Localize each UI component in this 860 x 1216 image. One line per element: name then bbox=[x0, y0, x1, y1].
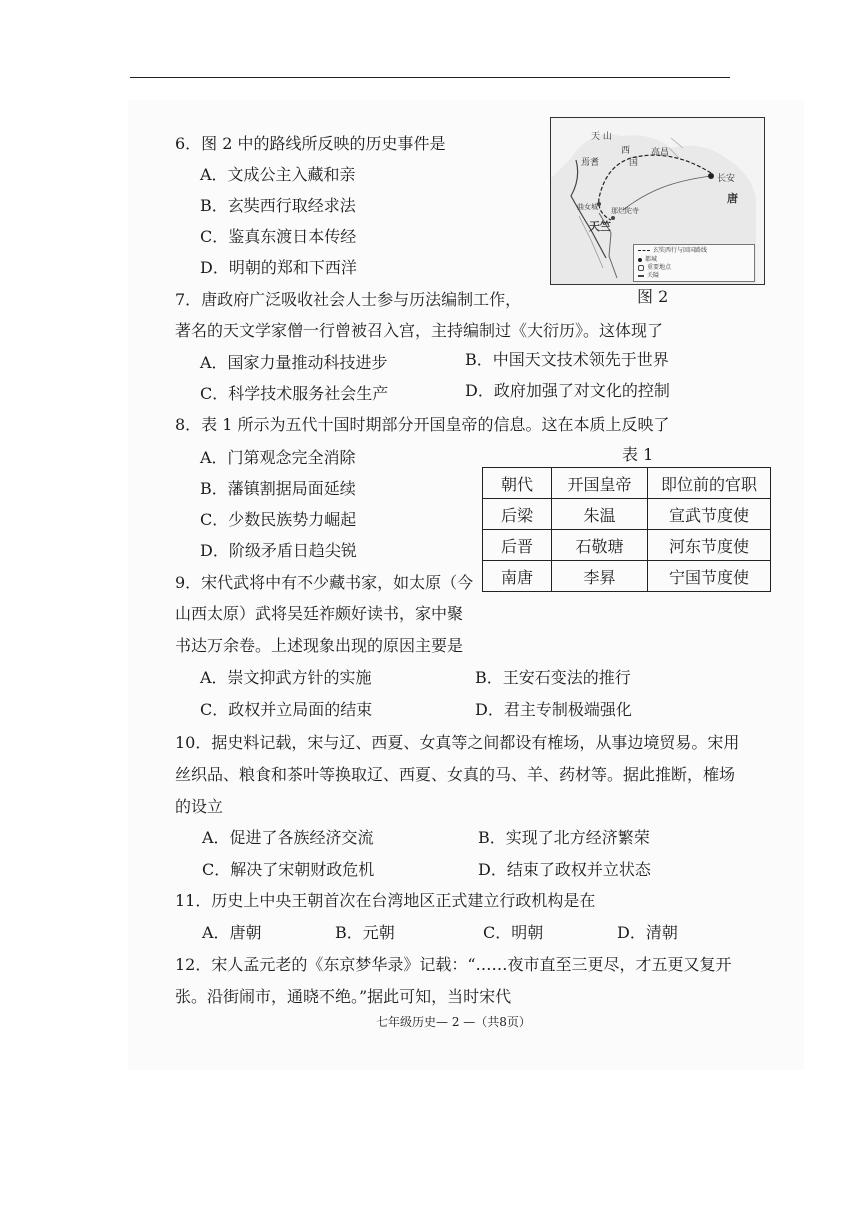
page-footer: 七年级历史— 2 —（共8页） bbox=[376, 1015, 531, 1029]
q8-option-a: A．门第观念完全消除 bbox=[200, 448, 356, 467]
q7-stem-line1: 7．唐政府广泛吸收社会人士参与历法编制工作， bbox=[175, 290, 522, 309]
q9-option-d: D．君主专制极端强化 bbox=[475, 700, 632, 719]
table-header-cell: 即位前的官职 bbox=[648, 468, 771, 499]
label-changan: 长安 bbox=[717, 174, 736, 184]
q10-stem-line2: 丝织品、粮食和茶叶等换取辽、西夏、女真的马、羊、药材等。据此推断，榷场 bbox=[175, 765, 736, 784]
q9-stem-line2: 山西太原）武将吴廷祚颇好读书，家中聚 bbox=[175, 604, 464, 623]
table-row bbox=[483, 530, 771, 561]
table-header-row bbox=[483, 468, 771, 499]
label-yanqi: 焉耆 bbox=[581, 158, 600, 168]
q11-option-a: A．唐朝 bbox=[202, 923, 262, 942]
q9-option-a: A．崇文抑武方针的实施 bbox=[200, 668, 372, 687]
table-cell: 河东节度使 bbox=[648, 530, 771, 561]
label-tang: 唐 bbox=[727, 192, 738, 205]
label-tianshan: 天 山 bbox=[591, 132, 612, 142]
table-cell: 石敬瑭 bbox=[552, 530, 648, 561]
q6-stem: 6．图 2 中的路线所反映的历史事件是 bbox=[175, 134, 446, 153]
q7-stem-line2: 著名的天文学家僧一行曾被召入宫，主持编制过《大衍历》。这体现了 bbox=[175, 321, 664, 340]
q6-option-c: C．鉴真东渡日本传经 bbox=[200, 227, 357, 246]
q10-stem-line1: 10．据史料记载，宋与辽、西夏、女真等之间都设有榷场，从事边境贸易。宋用 bbox=[175, 733, 740, 752]
label-nalanda: 那烂陀寺 bbox=[611, 207, 639, 215]
q7-option-b: B．中国天文技术领先于世界 bbox=[465, 350, 669, 369]
map-legend bbox=[633, 244, 755, 282]
label-qunu: 曲女城 bbox=[577, 203, 598, 211]
q7-option-a: A．国家力量推动科技进步 bbox=[200, 353, 388, 372]
table-header-cell: 开国皇帝 bbox=[552, 468, 648, 499]
q6-option-b: B．玄奘西行取经求法 bbox=[200, 196, 356, 215]
q6-option-a: A．文成公主入藏和亲 bbox=[200, 165, 356, 184]
label-xi: 西 bbox=[621, 146, 631, 156]
q8-stem: 8．表 1 所示为五代十国时期部分开国皇帝的信息。这在本质上反映了 bbox=[175, 415, 670, 434]
q10-option-c: C．解决了宋朝财政危机 bbox=[202, 860, 375, 879]
table-cell: 后晋 bbox=[483, 530, 552, 561]
legend-pass: 关隘 bbox=[638, 272, 659, 279]
legend-route: 玄奘西行与回国路线 bbox=[638, 247, 707, 254]
q9-stem-line3: 书达万余卷。上述现象出现的原因主要是 bbox=[175, 636, 464, 655]
table-1-title: 表 1 bbox=[622, 445, 654, 464]
q9-stem-line1: 9．宋代武将中有不少藏书家，如太原（今 bbox=[175, 573, 474, 592]
legend-place: 重要地点 bbox=[638, 264, 671, 271]
legend-capital: 都城 bbox=[638, 256, 657, 263]
table-cell: 宁国节度使 bbox=[648, 561, 771, 592]
table-row bbox=[483, 499, 771, 530]
q11-option-c: C．明朝 bbox=[483, 923, 544, 942]
q9-option-c: C．政权并立局面的结束 bbox=[200, 700, 373, 719]
q10-option-b: B．实现了北方经济繁荣 bbox=[478, 828, 650, 847]
table-cell: 朱温 bbox=[552, 499, 648, 530]
q8-option-d: D．阶级矛盾日趋尖锐 bbox=[200, 541, 357, 560]
q10-option-d: D．结束了政权并立状态 bbox=[478, 860, 651, 879]
q7-option-c: C．科学技术服务社会生产 bbox=[200, 384, 389, 403]
q10-option-a: A．促进了各族经济交流 bbox=[202, 828, 374, 847]
q11-option-b: B．元朝 bbox=[335, 923, 395, 942]
table-1 bbox=[482, 467, 771, 592]
q9-option-b: B．王安石变法的推行 bbox=[475, 668, 631, 687]
q6-option-d: D．明朝的郑和下西洋 bbox=[200, 258, 357, 277]
q10-stem-line3: 的设立 bbox=[175, 797, 224, 816]
figure-2-caption: 图 2 bbox=[637, 287, 669, 306]
q7-option-d: D．政府加强了对文化的控制 bbox=[465, 381, 670, 400]
table-cell: 李昪 bbox=[552, 561, 648, 592]
figure-2-map bbox=[550, 117, 765, 285]
table-header-cell: 朝代 bbox=[483, 468, 552, 499]
label-guo: 国 bbox=[629, 158, 639, 168]
q11-stem: 11．历史上中央王朝首次在台湾地区正式建立行政机构是在 bbox=[175, 891, 596, 910]
table-cell: 南唐 bbox=[483, 561, 552, 592]
label-tianzhu: 天竺 bbox=[589, 220, 611, 233]
q12-stem-line1: 12．宋人孟元老的《东京梦华录》记载：“……夜市直至三更尽，才五更又复开 bbox=[175, 955, 732, 974]
q12-stem-line2: 张。沿街闹市，通晓不绝。”据此可知，当时宋代 bbox=[175, 987, 512, 1006]
header-rule bbox=[130, 77, 730, 78]
table-cell: 后梁 bbox=[483, 499, 552, 530]
label-gaochang: 高昌 bbox=[651, 148, 670, 158]
table-row bbox=[483, 561, 771, 592]
q8-option-b: B．藩镇割据局面延续 bbox=[200, 479, 356, 498]
q11-option-d: D．清朝 bbox=[617, 923, 678, 942]
table-cell: 宣武节度使 bbox=[648, 499, 771, 530]
q8-option-c: C．少数民族势力崛起 bbox=[200, 510, 357, 529]
